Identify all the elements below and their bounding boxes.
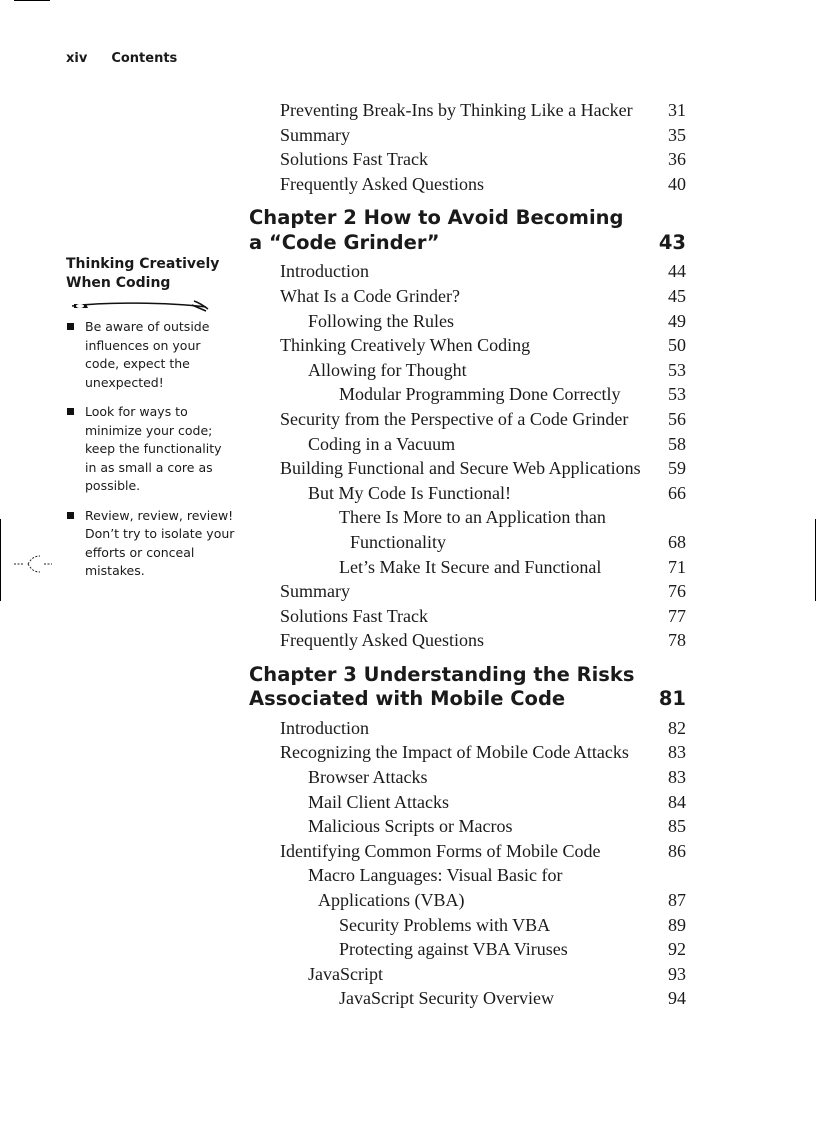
- entry-title: Protecting against VBA Viruses: [339, 939, 568, 960]
- entry-title: JavaScript Security Overview: [339, 988, 554, 1009]
- tip-line: mistakes.: [85, 563, 145, 578]
- tip-line: keep the functionality: [85, 441, 222, 456]
- entry-page: 68: [668, 531, 686, 552]
- entry-page: 53: [668, 384, 686, 405]
- entry-page: 87: [668, 890, 686, 911]
- toc-entry: [249, 259, 686, 284]
- entry-page: 89: [668, 914, 686, 935]
- toc-entry: [249, 382, 686, 407]
- square-bullet-icon: [67, 323, 74, 330]
- toc-entry-continued: [249, 888, 686, 913]
- sidebar-tip: [66, 318, 244, 392]
- entry-page: 49: [668, 310, 686, 331]
- toc-entry: [249, 358, 686, 383]
- section-title: Contents: [111, 51, 178, 66]
- tip-line: Look for ways to: [85, 404, 188, 419]
- entry-page: 44: [668, 261, 686, 282]
- chapter-page: 81: [658, 687, 686, 711]
- entry-page: 83: [668, 767, 686, 788]
- sidebar-title-line: Thinking Creatively: [66, 256, 220, 272]
- entry-title: Introduction: [280, 261, 369, 282]
- toc-entry-continued: [249, 530, 686, 555]
- entry-title: Coding in a Vacuum: [308, 433, 456, 454]
- entry-page: 35: [668, 124, 686, 145]
- crop-mark-icon: [14, 551, 54, 577]
- entry-title: Solutions Fast Track: [280, 605, 429, 626]
- toc-entry: [249, 555, 686, 580]
- entry-title: Preventing Break-Ins by Thinking Like a Hacker: [280, 100, 633, 120]
- entry-title: Macro Languages: Visual Basic for: [308, 865, 563, 886]
- entry-page: 50: [668, 335, 686, 356]
- entry-page: 85: [668, 816, 686, 837]
- entry-title: Applications (VBA): [318, 890, 465, 911]
- entry-title: Summary: [280, 124, 350, 145]
- tip-line: unexpected!: [85, 374, 164, 390]
- entry-title: Let’s Make It Secure and Functional: [339, 556, 602, 577]
- entry-page: 83: [668, 742, 686, 763]
- entry-page: 59: [668, 458, 686, 479]
- toc-entry: [249, 481, 686, 506]
- toc-entry: [249, 123, 686, 148]
- entry-page: 56: [668, 408, 686, 429]
- entry-page: 86: [668, 840, 686, 861]
- entry-title: Summary: [280, 581, 350, 602]
- table-of-contents: [249, 98, 686, 1011]
- tip-line: Review, review, review!: [85, 507, 234, 523]
- entry-title: Identifying Common Forms of Mobile Code: [280, 840, 601, 861]
- chapter-heading: [249, 663, 686, 712]
- entry-title: Modular Programming Done Correctly: [339, 384, 621, 405]
- tip-line: code, expect the: [85, 356, 190, 371]
- entry-page: 53: [668, 359, 686, 380]
- entry-title: Malicious Scripts or Macros: [308, 816, 513, 837]
- tip-line: efforts or conceal: [85, 544, 195, 560]
- chapter-page: 43: [658, 230, 686, 254]
- chapter-heading: [249, 206, 686, 255]
- entry-page: 76: [668, 581, 686, 602]
- sidebar-tip: [66, 507, 244, 581]
- toc-entry: [249, 814, 686, 839]
- tip-line: minimize your code;: [85, 422, 213, 438]
- toc-entry: [249, 790, 686, 815]
- toc-entry: [249, 765, 686, 790]
- entry-page: 31: [668, 100, 686, 120]
- margin-rule-left: [0, 519, 1, 601]
- toc-entry: [249, 740, 686, 765]
- entry-title: Security from the Perspective of a Code Grinder: [280, 408, 629, 429]
- toc-entry: [249, 986, 686, 1011]
- toc-entry: [249, 98, 686, 123]
- entry-page: 84: [668, 791, 686, 812]
- entry-title: Functionality: [350, 531, 446, 552]
- entry-title: Frequently Asked Questions: [280, 173, 484, 194]
- entry-title: Recognizing the Impact of Mobile Code Attacks: [280, 742, 629, 763]
- entry-title: Following the Rules: [308, 310, 455, 331]
- entry-title: Building Functional and Secure Web Applications: [280, 458, 641, 479]
- sidebar-tip: [66, 403, 244, 496]
- toc-entry: [249, 432, 686, 457]
- entry-title: Frequently Asked Questions: [280, 630, 484, 651]
- toc-entry: [249, 309, 686, 334]
- entry-title: Mail Client Attacks: [308, 791, 449, 812]
- tip-line: Don’t try to isolate your: [85, 526, 235, 541]
- entry-title: There Is More to an Application than: [339, 507, 606, 528]
- entry-title: Thinking Creatively When Coding: [280, 335, 531, 356]
- sidebar-title: [66, 255, 244, 293]
- entry-page: 94: [668, 988, 686, 1009]
- pen-divider-icon: [66, 297, 212, 315]
- toc-entry: [249, 604, 686, 629]
- entry-page: 45: [668, 285, 686, 306]
- entry-title: Solutions Fast Track: [280, 149, 429, 170]
- toc-entry: [249, 716, 686, 741]
- entry-page: 93: [668, 963, 686, 984]
- entry-page: 71: [668, 556, 686, 577]
- page-number: xiv: [66, 51, 88, 66]
- entry-title: Security Problems with VBA: [339, 914, 551, 935]
- toc-entry: [249, 863, 686, 888]
- entry-page: 82: [668, 717, 686, 738]
- toc-entry: [249, 456, 686, 481]
- entry-title: But My Code Is Functional!: [308, 482, 511, 503]
- tip-line: in as small a core as: [85, 459, 213, 475]
- entry-page: 36: [668, 149, 686, 170]
- entry-page: 78: [668, 630, 686, 651]
- sidebar-title-line: When Coding: [66, 275, 171, 291]
- square-bullet-icon: [67, 512, 74, 519]
- toc-entry: [249, 839, 686, 864]
- toc-entry: [249, 937, 686, 962]
- toc-entry: [249, 505, 686, 530]
- sidebar-note: [66, 255, 244, 592]
- toc-entry: [249, 579, 686, 604]
- toc-entry: [249, 284, 686, 309]
- tip-line: influences on your: [85, 337, 201, 353]
- tip-line: Be aware of outside: [85, 319, 210, 334]
- crop-line: [14, 0, 50, 1]
- toc-entry: [249, 913, 686, 938]
- square-bullet-icon: [67, 408, 74, 415]
- toc-entry: [249, 628, 686, 653]
- entry-page: 92: [668, 939, 686, 960]
- toc-entry: [249, 172, 686, 197]
- toc-entry: [249, 962, 686, 987]
- running-header: [66, 51, 177, 66]
- chapter-title-line: a “Code Grinder”: [249, 230, 440, 254]
- entry-title: Browser Attacks: [308, 767, 428, 788]
- chapter-title-line: Chapter 2 How to Avoid Becoming: [249, 206, 624, 230]
- tip-line: possible.: [85, 478, 141, 493]
- entry-title: Introduction: [280, 717, 369, 738]
- entry-title: What Is a Code Grinder?: [280, 285, 460, 306]
- chapter-title-line: Chapter 3 Understanding the Risks: [249, 662, 635, 686]
- entry-page: 58: [668, 433, 686, 454]
- toc-entry: [249, 333, 686, 358]
- entry-title: JavaScript: [308, 963, 383, 984]
- entry-page: 66: [668, 482, 686, 503]
- toc-entry: [249, 147, 686, 172]
- entry-page: 40: [668, 173, 686, 194]
- entry-title: Allowing for Thought: [308, 359, 467, 380]
- entry-page: 77: [668, 605, 686, 626]
- toc-entry: [249, 407, 686, 432]
- chapter-title-line: Associated with Mobile Code: [249, 687, 566, 711]
